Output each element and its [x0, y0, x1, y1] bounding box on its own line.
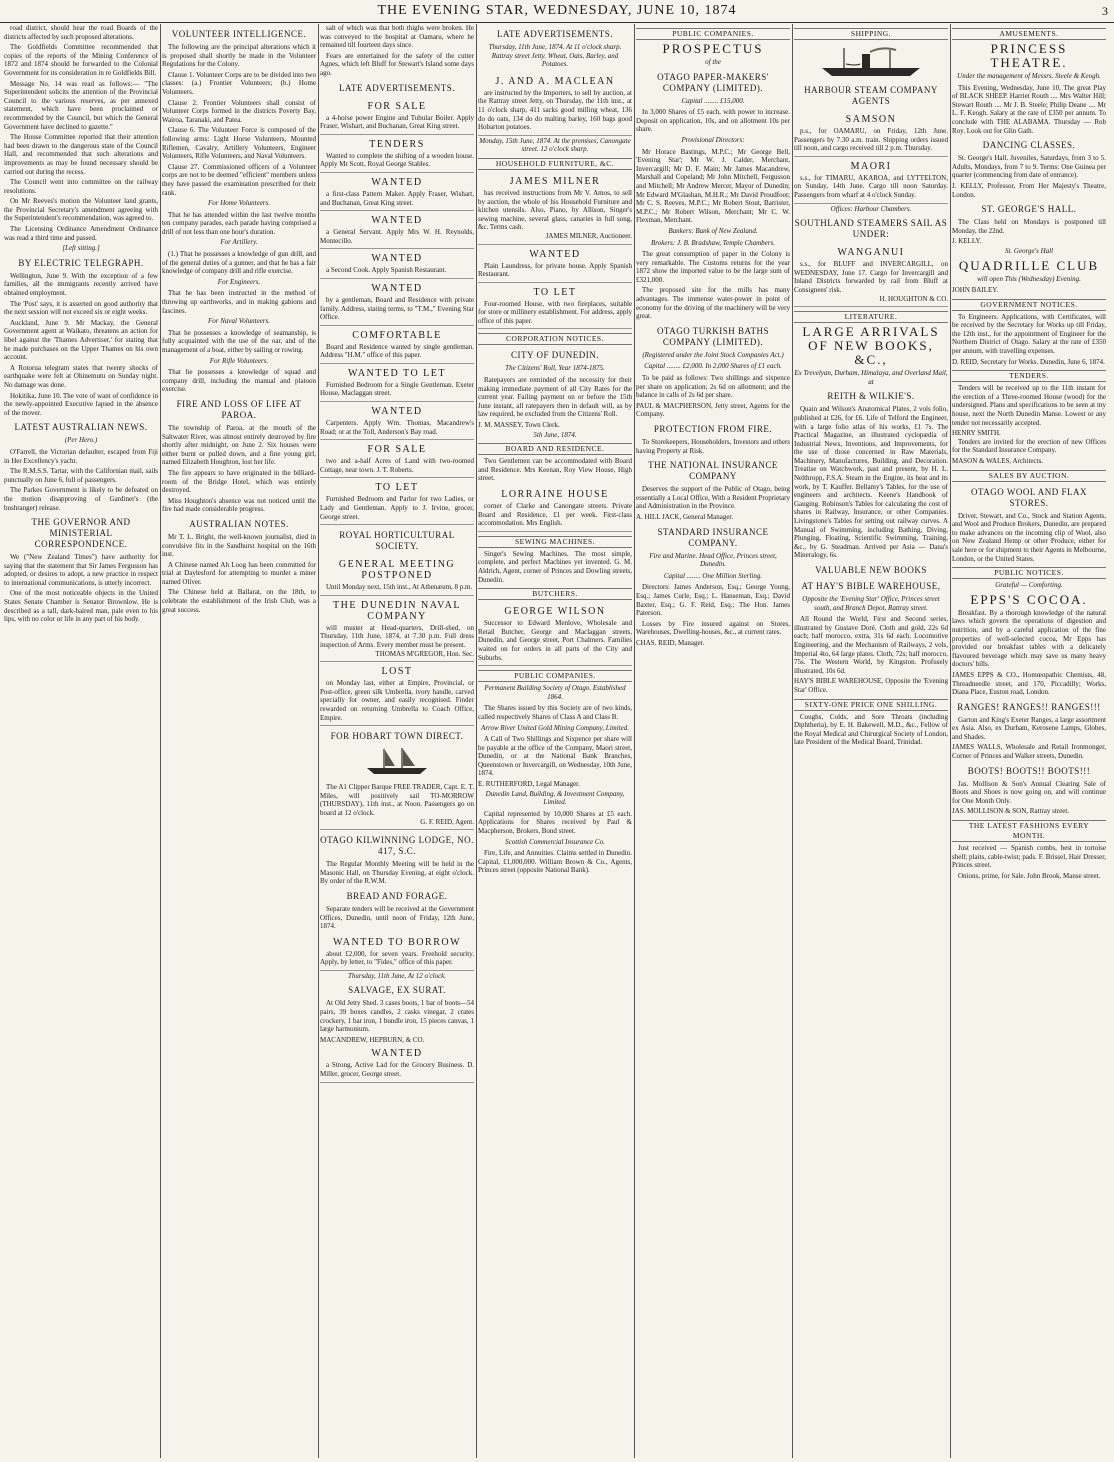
- section-heading: PUBLIC COMPANIES.: [636, 28, 790, 40]
- section-heading: FOR HOBART TOWN DIRECT.: [330, 731, 464, 742]
- ad-lead: LORRAINE HOUSE: [501, 489, 609, 500]
- section-heading: SHIPPING.: [794, 28, 948, 40]
- ad-body: are instructed by the Importers, to sell by auction, at the Rattray street Jetty, on Thursday, the 11th inst., at 11 o'clock sharp, 411 sacks good milling wheat, 136 do do oats, 134 do do malting barley, 160 bags good Hobarton potatoes.: [478, 88, 632, 132]
- article-text: A Call of Two Shillings and Sixpence per share will be payable at the office of the Company, Maori street, Dunedin, or at the National Bank Branches, Queenstown or Invercargill, on Wednesday, 10th June, 1874.: [478, 735, 632, 778]
- ad-signature: JAMES EPPS & CO., Homœopathic Chemists, 48, Threadneedle street, and 170, Piccadilly; Works, Diana Place, Euston road, London.: [952, 670, 1106, 697]
- article-text: Garton and King's Exeter Ranges, a large assortment ex Asia. Also, ex Durham, Kerosene Lamps, Globes, and Shades.: [952, 715, 1106, 741]
- article-text: Fire, Life, and Annuities. Claims settled in Dunedin. Capital, £1,000,000. William Brown & Co., Agents, Princes street (opposite National Bank).: [478, 849, 632, 875]
- advertisement: [320, 402, 474, 440]
- ad-lead: WANTED TO BORROW: [332, 936, 462, 948]
- ad-signature: G. F. REID, Agent.: [420, 817, 474, 826]
- sale-date: Monday, 15th June, 1874. At the premises, Canongate street. 12 o'clock sharp.: [479, 136, 631, 154]
- section-heading: THE NATIONAL INSURANCE COMPANY: [648, 460, 778, 482]
- ad-lead: GENERAL MEETING POSTPONED: [338, 559, 456, 582]
- advertisement: [478, 245, 632, 283]
- sale-date: Thursday, 11th June, 1874. At 11 o'clock sharp. Rattray street Jetty. Wheat, Oats, Barley, and Potatoes.: [488, 43, 622, 69]
- ad-lead: LOST: [381, 666, 413, 678]
- ad-signature: A. HILL JACK, General Manager.: [636, 512, 734, 521]
- ad-body: Until Monday next, 15th inst., At Athenæum, 8 p.m.: [326, 583, 473, 592]
- section-heading: OTAGO PAPER-MAKERS' COMPANY (LIMITED).: [657, 71, 769, 93]
- ad-signature: E. RUTHERFORD, Legal Manager.: [478, 780, 580, 789]
- article-text: salt of which was that both thighs were broken. He was conveyed to the hospital at Oamaru, where he remained till fourteen days since.: [320, 24, 474, 50]
- section-heading: AMUSEMENTS.: [952, 28, 1106, 40]
- section-heading: CORPORATION NOTICES.: [478, 333, 632, 345]
- section-heading: OTAGO KILWINNING LODGE, NO. 417, S.C.: [320, 835, 474, 857]
- section-heading: BOOTS! BOOTS!! BOOTS!!!: [967, 765, 1091, 776]
- ad-signature: MASON & WALES, Architects.: [952, 457, 1044, 465]
- article-text: Tenders will be received up to the 11th instant for the erection of a Three-roomed House (wood) for the undersigned. Plans and specifications to be seen at my house, next the North Dunedin Manse. Lowest or any tender not necessarily accepted.: [952, 384, 1106, 427]
- article-text: The 'Post' says, it is asserted on good authority that the next session will not exceed six or eight weeks.: [4, 299, 158, 317]
- article-text: St. George's Hall. Juveniles, Saturdays, from 3 to 5. Adults, Mondays, from 7 to 9. Terms: One Guinea per quarter (commencing from date of entrance).: [952, 154, 1106, 180]
- advertisement: [320, 662, 474, 726]
- article-text: To Engineers. Applications, with Certificates, will be received by the Secretary for Works up till Friday, the 12th inst., for the appointment of Engineer for the Northern District of Otago. Salary at the rate of £350 per annum, with travelling expenses.: [952, 312, 1106, 356]
- ad-lead: TO LET: [533, 286, 577, 298]
- article-text: The following are the principal alterations which it is proposed shall shortly be made in the Volunteer Regulations for the Colony.: [162, 43, 316, 69]
- section-heading: RANGES! RANGES!! RANGES!!!: [957, 701, 1101, 712]
- ad-body: a 4-horse power Engine and Tubular Boiler. Apply Fraser, Wishart, and Buchanan, Great King street.: [320, 113, 474, 131]
- advertisement: [320, 249, 474, 279]
- books-headline: LARGE ARRIVALS OF NEW BOOKS, &C.,: [802, 324, 940, 368]
- article-text: That he has attended within the last twelve months ten company parades, each parade having comprised a drill of not less than one hour's duration.: [162, 210, 316, 236]
- epps-title: EPPS'S COCOA.: [970, 591, 1088, 607]
- ad-lead: WANTED: [371, 282, 423, 294]
- article-text: A Chinese named Ah Loog has been committed for trial at Daylesford for attempting to murder a miner named Oliver.: [162, 560, 316, 586]
- advertisement: [320, 780, 474, 830]
- article-text: Singer's Sewing Machines. The most simple, complete, and perfect Machines yet invented. G. M. Aldrich, Agent, corner of Princes and Dowling streets, Dunedin.: [478, 549, 632, 584]
- advertisement: [320, 1044, 474, 1082]
- directors-list: Directors: James Anderson, Esq.; George Young, Esq.; James Curle, Esq.; L. Hanseman, Esq.; David Baxter, Esq.; G. F. Reid, Esq.; The Hon. James Paterson.: [636, 583, 790, 618]
- article-text: The proposed site for the mills has many advantages. The immense water-power in point of economy for the driving of the machinery will be very great.: [636, 286, 790, 321]
- ad-body: has received instructions from Mr V. Amos, to sell by auction, the whole of his Household Furniture and kitchen utensils. Also, Piano, by Allison, Singer's sewing machine, several glass, canaries in full song, &c. Terms cash.: [478, 188, 632, 232]
- section-subheading: St. George's Hall: [1004, 246, 1054, 255]
- ad-body: s.s., for TIMARU, AKAROA, and LYTTELTON, on Sunday, 14th June. Cargo till noon Saturday. Passengers from wharf at 4 o'clock Sunday.: [794, 173, 948, 199]
- page-number: 3: [1102, 4, 1108, 18]
- ad-lead: J. AND A. MACLEAN: [495, 75, 615, 87]
- ad-signature: THOMAS M'GREGOR, Hon. Sec.: [375, 649, 474, 658]
- advertisement: [320, 933, 474, 971]
- ad-body: p.s., for OAMARU, on Friday, 12th June. Passengers by 7.30 a.m. train. Shipping orders issued till noon, and cargo received till 2 p.m. Thursday.: [794, 127, 948, 153]
- ad-lead: COMFORTABLE: [352, 329, 442, 341]
- shop-name: AT HAY'S BIBLE WAREHOUSE,: [801, 581, 941, 591]
- article-text: The Licensing Ordinance Amendment Ordinance was read a third time and passed.: [4, 225, 158, 242]
- column-rule: [160, 24, 161, 1458]
- ad-body: Plain Laundress, for private house. Apply Spanish Restaurant.: [478, 261, 632, 279]
- ad-signature: PAUL & MACPHERSON, Jetty street, Agents for the Company.: [636, 401, 790, 419]
- column-rule: [476, 24, 477, 1458]
- section-subheading: of the: [705, 58, 721, 66]
- article-text: road district, should hear the road Boards of the districts affected by such proposed alterations.: [4, 24, 158, 41]
- article-text: Jas. Mollison & Son's Annual Clearing Sale of Boots and Shoes is now going on, and will continue for One Month Only.: [952, 779, 1106, 805]
- section-heading: SIXTY-ONE PRICE ONE SHILLING.: [794, 699, 948, 711]
- section-subheading: (Registered under the Joint Stock Companies Act.): [642, 350, 784, 359]
- ad-body: a Strong, Active Lad for the Grocery Business. D. Miller, grocer, George street.: [320, 1061, 474, 1079]
- ad-signature: J. M. MASSEY, Town Clerk.: [478, 421, 560, 430]
- article-text: Onions, prime, for Sale. John Brook, Manse street.: [958, 871, 1101, 880]
- advertisement: [794, 157, 948, 204]
- section-subheading: will open This (Wednesday) Evening.: [977, 274, 1081, 283]
- ad-lead: TENDERS: [369, 138, 425, 150]
- column-7: [952, 24, 1106, 1458]
- prospectus-title: PROSPECTUS: [662, 41, 764, 56]
- ad-body: on Monday last, either at Empire, Provincial, or Post-office, green silk Umbrella, ivory handle, carved specially for owner, and easily recognised. Finder rewarded on returning Umbrella to Coach Office, Empire.: [320, 679, 474, 722]
- article-text: A Rotorua telegram states that twenty shocks of earthquake were felt at Ohinemutu on Sunday night. No damage was done.: [4, 363, 158, 389]
- section-subheading: For Artillery.: [220, 238, 258, 247]
- section-subheading: For Home Volunteers.: [207, 199, 271, 208]
- section-heading: STANDARD INSURANCE COMPANY.: [657, 526, 769, 548]
- article-text: The Council went into committee on the railway resolutions.: [4, 178, 158, 195]
- ad-lead: JAMES MILNER: [509, 175, 601, 187]
- section-subheading: Permanent Building Society of Otago. Established 1864.: [484, 684, 626, 701]
- section-heading: AUSTRALIAN NOTES.: [189, 518, 289, 529]
- steamship-icon: [816, 44, 926, 80]
- section-heading: LITERATURE.: [794, 311, 948, 323]
- advertisement: [794, 110, 948, 157]
- advertisement: [478, 602, 632, 666]
- article-text: The R.M.S.S. Tartar, with the Californian mail, sails punctually on June 6, full of passengers.: [4, 467, 158, 484]
- section-subheading: The Citizens' Roll, Year 1874-1875.: [505, 364, 605, 373]
- article-text: That he possesses a knowledge of seamanship, is fully acquainted with the use of the oar, and of the management of a boat, either by sailing or rowing.: [162, 328, 316, 354]
- article-text: Breakfast. By a thorough knowledge of the natural laws which govern the operations of digestion and nutrition, and by a careful application of the fine properties of well-selected cocoa, Mr Epps has provided our breakfast tables with a delicately flavoured beverage which may save us many heavy doctors' bills.: [952, 608, 1106, 669]
- ad-body: a first-class Pattern Maker. Apply Fraser, Wishart, and Buchanan, Great King street.: [320, 189, 474, 207]
- column-4: [478, 24, 632, 1458]
- article-text: All Round the World, First and Second series, illustrated by Gustave Doré. Cloth and gold, 22s 6d each; half morocco, extra, 31s 6d each. Locomotive Engineering, and the Mechanism of Railways, 2 vols, Imperial 4to, 64 large plates. Cloth, 72s; half morocco, 75s. The Western World, by Kingston. Profusely illustrated, 10s 6d.: [794, 615, 948, 675]
- article-text: Separate tenders will be received at the Government Offices, Dunedin, until noon of Friday, 12th June, 1874.: [320, 904, 474, 931]
- sale-date: Thursday, 11th June, At 12 o'clock.: [347, 971, 447, 980]
- article-text: The Goldfields Committee recommended that copies of the reports of the Mining Conference of 1872 and 1874 should be forwarded to the Colonial Government for its consideration in re Goldfields Bill.: [4, 43, 158, 77]
- article-text: That he has been instructed in the method of throwing up earthworks, and in making gabions and fascines.: [162, 289, 316, 315]
- ad-body: s.s., for BLUFF and INVERCARGILL, on WEDNESDAY, June 17. Cargo for Invercargill and Inland Districts forwarded by rail from Bluff at Consignees' risk.: [794, 260, 948, 294]
- article-text: In 3,000 Shares of £5 each, with power to increase. Deposit on application, 10s, and on allotment 10s per share.: [636, 108, 790, 134]
- section-heading: SALVAGE, EX SURAT.: [348, 985, 446, 996]
- article-text: On Mr Reeves's motion the Volunteer land grants, the Provincial Secretary's amendment agreeing with the Superintendent's recommendation, was agreed to.: [4, 197, 158, 223]
- article-text: Capital represented by 10,000 Shares at £5 each. Applications for Shares received by Paul & Macpherson, Brokers, Bond street.: [478, 809, 632, 836]
- article-text: Wellington, June 9. With the exception of a few families, all the immigrants recently arrived have obtained employment.: [4, 271, 158, 298]
- shop-name: REITH & WILKIE'S.: [827, 391, 915, 402]
- column-1: [4, 24, 158, 1458]
- ad-signature: J. KELLY, Professor, From Her Majesty's Theatre, London.: [952, 181, 1106, 199]
- ad-lead: MAORI: [850, 160, 892, 172]
- section-heading: OTAGO TURKISH BATHS COMPANY (LIMITED).: [656, 325, 770, 347]
- notice-date: 5th June, 1874.: [533, 430, 577, 439]
- article-text: Hokitika, June 10. The vote of want of confidence in the newly-appointed Executive lapsed in the absence of the mover.: [4, 391, 158, 417]
- article-text: One of the most noticeable objects in the United States Senate Chamber is Senator Brownlow. He is described as a tall, dark-haired man, pale even to his lips, with no color or life in any part of his body.: [4, 589, 158, 624]
- article-text: Driver, Stewart, and Co., Stock and Station Agents, and Wool and Produce Brokers, Dunedin, are prepared to make advances on the incoming clip of Wool, also on New Zealand Hemp or other Produce, either for sale here or for shipment to their Agents in Melbourne, London, or the United States.: [952, 511, 1106, 563]
- ad-body: corner of Clarke and Canongate streets. Private Board and Residence, £1 per week. First-class accommodation. Mrs English.: [478, 502, 632, 528]
- article-text: O'Farrell, the Victorian defaulter, escaped from Fiji in Her Excellency's yacht.: [4, 447, 158, 465]
- section-heading: SEWING MACHINES.: [478, 536, 632, 548]
- ad-signature: HAY'S BIBLE WAREHOUSE, Opposite the 'Evening Star' Office.: [794, 677, 948, 694]
- ad-body: about £2,000, for seven years. Freehold security. Apply, by letter, to "Fides," office of this paper.: [320, 949, 474, 967]
- section-subheading: Scottish Commercial Insurance Co.: [505, 837, 605, 846]
- offices-note: Offices: Harbour Chambers.: [830, 204, 912, 213]
- section-heading: LATE ADVERTISEMENTS.: [339, 82, 455, 93]
- ad-body: Carpenters. Apply Wm. Thomas, Macandrew's Road; or at the Toll, Anderson's Bay road.: [320, 419, 474, 436]
- section-heading: CITY OF DUNEDIN.: [511, 350, 599, 361]
- section-heading: PUBLIC COMPANIES.: [478, 670, 632, 682]
- ad-body: a Second Cook. Apply Spanish Restaurant.: [326, 266, 447, 275]
- article-text: Auckland, June 9. Mr Mackay, the General Government agent at Waikato, threatens an action for libel against the 'Thames Advertiser,' for stating that he made purchases on the Upper Thames on his own account.: [4, 318, 158, 362]
- section-subheading: For Rifle Volunteers.: [209, 356, 269, 365]
- section-heading: GOVERNMENT NOTICES.: [952, 299, 1106, 311]
- section-heading: HARBOUR STEAM COMPANY AGENTS: [804, 85, 938, 106]
- article-text: The Parkes Government is likely to be defeated on the motion disapproving of Gardiner's (the bushranger) release.: [4, 486, 158, 512]
- section-heading: VOLUNTEER INTELLIGENCE.: [171, 29, 307, 39]
- advertisement: [320, 211, 474, 249]
- section-subheading: Arrow River United Gold Mining Company, Limited.: [481, 723, 629, 732]
- article-text: That he possesses a knowledge of squad and company drill, including the manual and platoon exercise.: [162, 368, 316, 394]
- club-title: QUADRILLE CLUB: [958, 257, 1100, 273]
- article-text: This Evening, Wednesday, June 10, The great Play of BLACK SHEEP. Harriet Routh .... Mrs Walter Hill; Stewart Routh .... Mr J. B. Steele; Philip Deane .... Mr L. F. Keogh. Salary at the rate of £350 per annum. To conclude with THE ALABAMA. Thursday — Rob Roy. Look out for Glin Gath.: [952, 83, 1106, 135]
- advertisement: [320, 97, 474, 135]
- ad-signature: JAS. MOLLISON & SON, Rattray street.: [952, 807, 1070, 816]
- section-heading: FIRE AND LOSS OF LIFE AT PAROA.: [176, 398, 302, 420]
- brokers: Brokers: J. B. Bradshaw, Temple Chambers.: [651, 238, 775, 247]
- ad-signature: CHAS. REID, Manager.: [636, 638, 705, 647]
- section-heading: OTAGO WOOL AND FLAX STORES.: [970, 486, 1088, 508]
- ad-lead: WANTED: [371, 176, 423, 188]
- advertisement: [320, 135, 474, 173]
- section-heading: THE LATEST FASHIONS EVERY MONTH.: [952, 820, 1106, 842]
- article-text: The Regular Monthly Meeting will be held in the Masonic Hall, on Thursday Evening, at eight o'clock. By order of the R.W.M.: [320, 860, 474, 886]
- column-rule: [318, 24, 319, 1458]
- ad-body: Four-roomed House, with two fireplaces, suitable for store or millinery establishment. For address, apply office of this paper.: [478, 299, 632, 325]
- section-subheading: Opposite the 'Evening Star' Office, Princes street south, and Branch Depot, Rattray street.: [802, 595, 940, 612]
- advertisement: [478, 72, 632, 136]
- article-text: Mr T. L. Bright, the well-known journalist, died in convulsive fits in the Sandhurst hospital on the 16th inst.: [162, 532, 316, 559]
- capital-line: Capital ........ One Million Sterling.: [663, 571, 763, 580]
- article-text: To Storekeepers, Householders, Investors and others having Property at Risk.: [636, 438, 790, 455]
- column-3: [320, 24, 474, 1458]
- section-heading: LATEST AUSTRALIAN NEWS.: [14, 422, 148, 433]
- article-text: At Old Jetty Shed. 3 cases boots, 1 bar of boots—54 pairs, 39 boxes candles, 2 casks vinegar, 2 crates crockery, 1 bar iron, 1 bundle iron, 15 pieces canvas, 1 large harmonium.: [320, 999, 474, 1034]
- column-rule: [950, 24, 951, 1458]
- ad-lead: WANTED: [371, 406, 423, 418]
- ship-icon: [362, 746, 432, 776]
- ad-body: will muster at Head-quarters, Drill-shed, on Thursday, 11th June, 1874, at 7.30 p.m. Full dress inspection of Arms. Every member must be present.: [320, 623, 474, 649]
- advertisement: [320, 364, 474, 402]
- column-5: [636, 24, 790, 1458]
- section-subheading: Provisional Directors:: [681, 135, 745, 144]
- column-6: [794, 24, 948, 1458]
- section-heading: PROTECTION FROM FIRE.: [653, 424, 773, 434]
- article-text: Tenders are invited for the erection of new Offices for the Standard Insurance Company.: [952, 437, 1106, 455]
- ad-body: Board and Residence wanted by single gentleman. Address "H.M." office of this paper.: [320, 342, 474, 360]
- article-text: The Class held on Mondays is postponed till Monday, the 22nd.: [952, 218, 1106, 235]
- ad-signature: JAMES WALLS, Wholesale and Retail Ironmonger, Corner of Princes and Walker streets, Dunedin.: [952, 743, 1106, 761]
- ad-lead: WANGANUI: [837, 247, 905, 259]
- ad-signature: MACANDREW, HEPBURN, & CO.: [320, 1035, 425, 1044]
- article-text: (1.) That he possesses a knowledge of gun drill, and of the general duties of a gunner, and that he has a fair knowledge of company drill and rifle exercise.: [162, 250, 316, 276]
- article-text: The Chinese held at Ballarat, on the 18th, to celebrate the establishment of the Irish Club, was a great success.: [162, 588, 316, 614]
- article-text: Clause 2. Frontier Volunteers shall consist of Volunteer Corps formed in the districts Poverty Bay, Wairoa, Taranaki, and Patea.: [162, 98, 316, 124]
- article-text: The fire appears to have originated in the billiard-room of the Bridge Hotel, which was entirely destroyed.: [162, 468, 316, 495]
- article-text: Just received — Spanish combs, best in tortoise shell; plaits, cable-twist; pads. F. Brissel, Hair Dresser, Princes street.: [952, 844, 1106, 870]
- article-text: Two Gentlemen can be accommodated with Board and Residence. Mrs Keenan, Roy View House, High street.: [478, 457, 632, 483]
- section-subheading: For Engineers.: [217, 277, 261, 286]
- section-subheading: (Per Hero.): [64, 436, 98, 445]
- bankers: Bankers: Bank of New Zealand.: [668, 226, 758, 235]
- section-heading: HOUSEHOLD FURNITURE, &C.: [478, 158, 632, 170]
- ad-lead: WANTED: [371, 1048, 423, 1060]
- ad-body: Furnished Bedroom and Parlor for two Ladies, or Lady and Gentleman. Apply to J. Irvine, grocer, George street.: [320, 495, 474, 521]
- theatre-title: PRINCESS THEATRE.: [990, 41, 1068, 70]
- ad-lead: WANTED: [371, 253, 423, 265]
- advertisement: [478, 283, 632, 330]
- ad-signature: JOHN BAILEY.: [952, 286, 999, 295]
- section-subheading: Ex Trevelyan, Durham, Himalaya, and Overland Mail, at: [794, 369, 948, 386]
- ad-body: a General Servant. Apply Mrs W. H. Reynolds, Montecillo.: [320, 228, 474, 245]
- article-text: Coughs, Colds, and Sore Throats (including Diphtheria), by E. H. Bakewell, M.D., &c., Fellow of the Royal Medical and Chirurgical Society of London, late President of the Medical Board, Trinidad.: [794, 712, 948, 747]
- ad-signature: D. REID, Secretary for Works. Dunedin, June 6, 1874.: [952, 357, 1105, 366]
- article-text: Losses by Fire insured against on Stores, Warehouses, Dwelling-houses, &c., at current rates.: [636, 619, 790, 637]
- article-text: Clause 1. Volunteer Corps are to be divided into two classes: (a.) Frontier Volunteers; (b.) Home Volunteers.: [162, 70, 316, 96]
- advertisement: [320, 596, 474, 662]
- article-text: To be paid as follows: Two shillings and sixpence per share on application; 2s 6d on allotment; and the balance in calls of 2s 6d per share.: [636, 374, 790, 400]
- article-text: The Shares issued by this Society are of two kinds, called respectively Shares of Class A and Class B.: [478, 704, 632, 721]
- section-heading: PUBLIC NOTICES.: [952, 567, 1106, 579]
- ad-lead: WANTED TO LET: [347, 367, 446, 379]
- capital-line: Capital ........ £15,000.: [681, 96, 745, 105]
- advertisement: [320, 326, 474, 364]
- ad-lead: THE DUNEDIN NAVAL COMPANY: [333, 599, 461, 622]
- advertisement: [320, 555, 474, 596]
- ad-body: by a gentleman, Board and Residence with private family. Address, stating terms, to "T.M.," Evening Star Office.: [320, 295, 474, 322]
- ad-body: Successor to Edward Menlove, Wholesale and Retail Butcher, George and Maclaggan streets, Dunedin, and George street, Port Chalmers. Families waited on for orders in all parts of the City and Suburbs.: [478, 619, 632, 662]
- classified-ads: [320, 97, 474, 526]
- ad-lead: SAMSON: [845, 114, 897, 125]
- article-text: The House Committee reported that their attention had been drawn to the dangerous state of the Council Hall, and recommended that such alterations and improvements as may be found necessary should be carried out during the recess.: [4, 133, 158, 176]
- section-subheading: Fire and Marine. Head Office, Princes street, Dunedin.: [649, 551, 777, 569]
- column-rule: [792, 24, 793, 1458]
- ad-lead: FOR SALE: [367, 444, 427, 456]
- ad-signature: JAMES MILNER, Auctioneer.: [545, 231, 632, 240]
- section-heading: BY ELECTRIC TELEGRAPH.: [18, 257, 144, 268]
- ad-signature: HENRY SMITH.: [952, 429, 1001, 438]
- ad-lead: FOR SALE: [367, 100, 427, 112]
- section-heading: ROYAL HORTICULTURAL SOCIETY.: [339, 530, 455, 552]
- section-heading: TENDERS.: [952, 370, 1106, 382]
- ad-body: two and a-half Acres of Land with two-roomed Cottage, near town. J. T. Roberts.: [320, 457, 474, 474]
- article-text: Fears are entertained for the safety of the cutter Agnes, which left Bluff for Stewart's Island some days ago.: [320, 51, 474, 77]
- ad-body: Wanted to complete the shifting of a wooden house. Apply Mr Scott, Royal George Stables.: [320, 151, 474, 169]
- article-text: Miss Houghton's absence was not noticed until the fire had made considerable progress.: [162, 496, 316, 514]
- advertisement: [478, 172, 632, 245]
- advertisement: [320, 173, 474, 211]
- article-text: Clause 27. Commissioned officers of a Volunteer corps are not to be deemed "efficient" members unless they have passed the examination prescribed for their rank.: [162, 162, 316, 197]
- masthead: [0, 0, 1114, 23]
- section-heading: THE GOVERNOR AND MINISTERIAL CORRESPONDENCE.: [31, 517, 131, 550]
- ad-signature: J. KELLY.: [952, 237, 982, 246]
- ad-lead: WANTED: [371, 215, 423, 227]
- advertisement: [478, 485, 632, 532]
- section-heading: DANCING CLASSES.: [982, 140, 1076, 151]
- article-text: Message No. 14 was read as follows:— "The Superintendent solicits the attention of the Provincial Council to the various reserves, as per annexed statement, which have been proclaimed or recommended by the Council, but which the General Government have declined to gazette.": [4, 79, 158, 131]
- section-heading: LATE ADVERTISEMENTS.: [497, 29, 613, 39]
- masthead-title: THE EVENING STAR, WEDNESDAY, JUNE 10, 1874: [377, 3, 737, 18]
- article-text: Ratepayers are reminded of the necessity for their making immediate payment of all City Rates for the current year. Failing payment on or before the 15th June instant, all ratepayers then in default will, as by law required, be excluded from the Citizens' Roll.: [478, 376, 632, 419]
- section-subheading: For Naval Volunteers.: [207, 317, 271, 326]
- ad-body: Furnished Bedroom for a Single Gentleman. Exeter House, Maclaggan street.: [320, 380, 474, 398]
- advertisement: [320, 478, 474, 525]
- section-heading: BUTCHERS.: [478, 588, 632, 600]
- left-sitting: [Left sitting.]: [62, 244, 100, 253]
- directors-list: Mr Horace Bastings, M.P.C.; Mr George Bell, 'Evening Star'; Mr W. J. Calder, Merchant, Invercargill; Mr D. F. Main; Mr James Macandrew, Marshall and Copeland; Mr John Mitchell, Fergusson and Mitchell; Mr Andrew Mercer, Mayor of Dunedin; Mr Edward M'Glashan, M.H.R.; Mr David Proudfoot; Mr C. S. Reeves, M.P.C.; Mr Robert Stout, Barrister, M.P.C.; Mr Robert Wilson, Merchant; Mr C. W. Flexman, Merchant.: [636, 147, 790, 225]
- ad-lead: WANTED: [529, 248, 581, 260]
- section-heading: VALUABLE NEW BOOKS: [815, 565, 927, 575]
- column-rule: [634, 24, 635, 1458]
- article-text: We ("New Zealand Times") have authority for saying that the statement that Sir James Fergusson has adopted, or desires to adopt, a new practice in respect to international communications, is utterly incorrect.: [4, 553, 158, 587]
- section-heading: SOUTHLAND STEAMERS SAIL AS UNDER:: [794, 218, 948, 240]
- section-heading: ST. GEORGE'S HALL.: [981, 204, 1077, 215]
- article-text: Quain and Wilson's Anatomical Plates, 2 vols folio, published at £26, for £6. Life of Telford the Engineer, with a large folio atlas of his works, £1 7s. The Practical Magazine, an illustrated cyclopædia of Industrial News, Inventions, and Improvements, for the use of those concerned in Raw Materials, Machinery, Manufactures, Building, and Decoration. Treatise on Watchwork, past and present, by H. L. Nelthropp, F.S.A. Steam in the Engine, its heat and its work, by T. Kauffer. Bellamy's Tables, for the use of engineers and architects. Keene's Handbook of Gauging. Robinson's Tables for calculating the cost of shares in Railway, Insurance, or other Companies. Livingstone's Tables for setting out railway curves. A Manual of Swimming, including Bathing, Diving, Plunging, Floating, Scientific Swimming, Training, &c., by G. Steadman. Arrived per Asia — Dana's Mineralogy, 6s.: [794, 405, 948, 560]
- ad-lead: GEORGE WILSON: [504, 606, 606, 618]
- article-text: The township of Paroa, at the mouth of the Saltwater River, was almost entirely destroyed by fire shortly after midnight, on June 2. Six houses were either burnt or pulled down, and a fine young girl, named Elizabeth Houghton, lost her life.: [162, 423, 316, 467]
- capital-line: Capital ........ £2,000. In 2,000 Shares of £1 each.: [644, 362, 782, 371]
- ad-signature: H. HOUGHTON & CO.: [879, 294, 948, 303]
- section-subheading: Dunedin Land, Building, & Investment Company, Limited.: [485, 789, 625, 807]
- section-heading: BOARD AND RESIDENCE.: [478, 443, 632, 455]
- ad-body: The A1 Clipper Barque FREE TRADER, Capt. E. T. Miles, will positively sail TO-MORROW (THURSDAY), 11th inst., at Noon. Passengers go on board at 12 o'clock.: [320, 783, 474, 817]
- column-2: [162, 24, 316, 1458]
- advertisement: [794, 243, 948, 307]
- article-text: Deserves the support of the Public of Otago, being essentially a Local Office, With a Resident Proprietary and Administration in the Province.: [636, 485, 790, 511]
- article-text: The great consumption of paper in the Colony is very remarkable. The Customs returns for the year 1872 show the imported value to be the large sum of £321,000.: [636, 250, 790, 284]
- section-heading: SALES BY AUCTION.: [952, 470, 1106, 482]
- ad-lead: TO LET: [375, 482, 419, 494]
- section-subheading: Grateful — Comforting.: [995, 581, 1063, 590]
- section-subheading: Under the management of Messrs. Steele & Keogh.: [957, 72, 1101, 80]
- columns: [4, 24, 1110, 1458]
- advertisement: [320, 279, 474, 326]
- article-text: Clause 6. The Volunteer Force is composed of the following arms: Light Horse Volunteers, Mounted Riflemen, Cavalry, Artillery Volunteers, Engineer Volunteers, Rifle Volunteers, and Naval Volunteers.: [162, 126, 316, 161]
- advertisement: [320, 440, 474, 478]
- section-heading: BREAD AND FORAGE.: [346, 890, 448, 901]
